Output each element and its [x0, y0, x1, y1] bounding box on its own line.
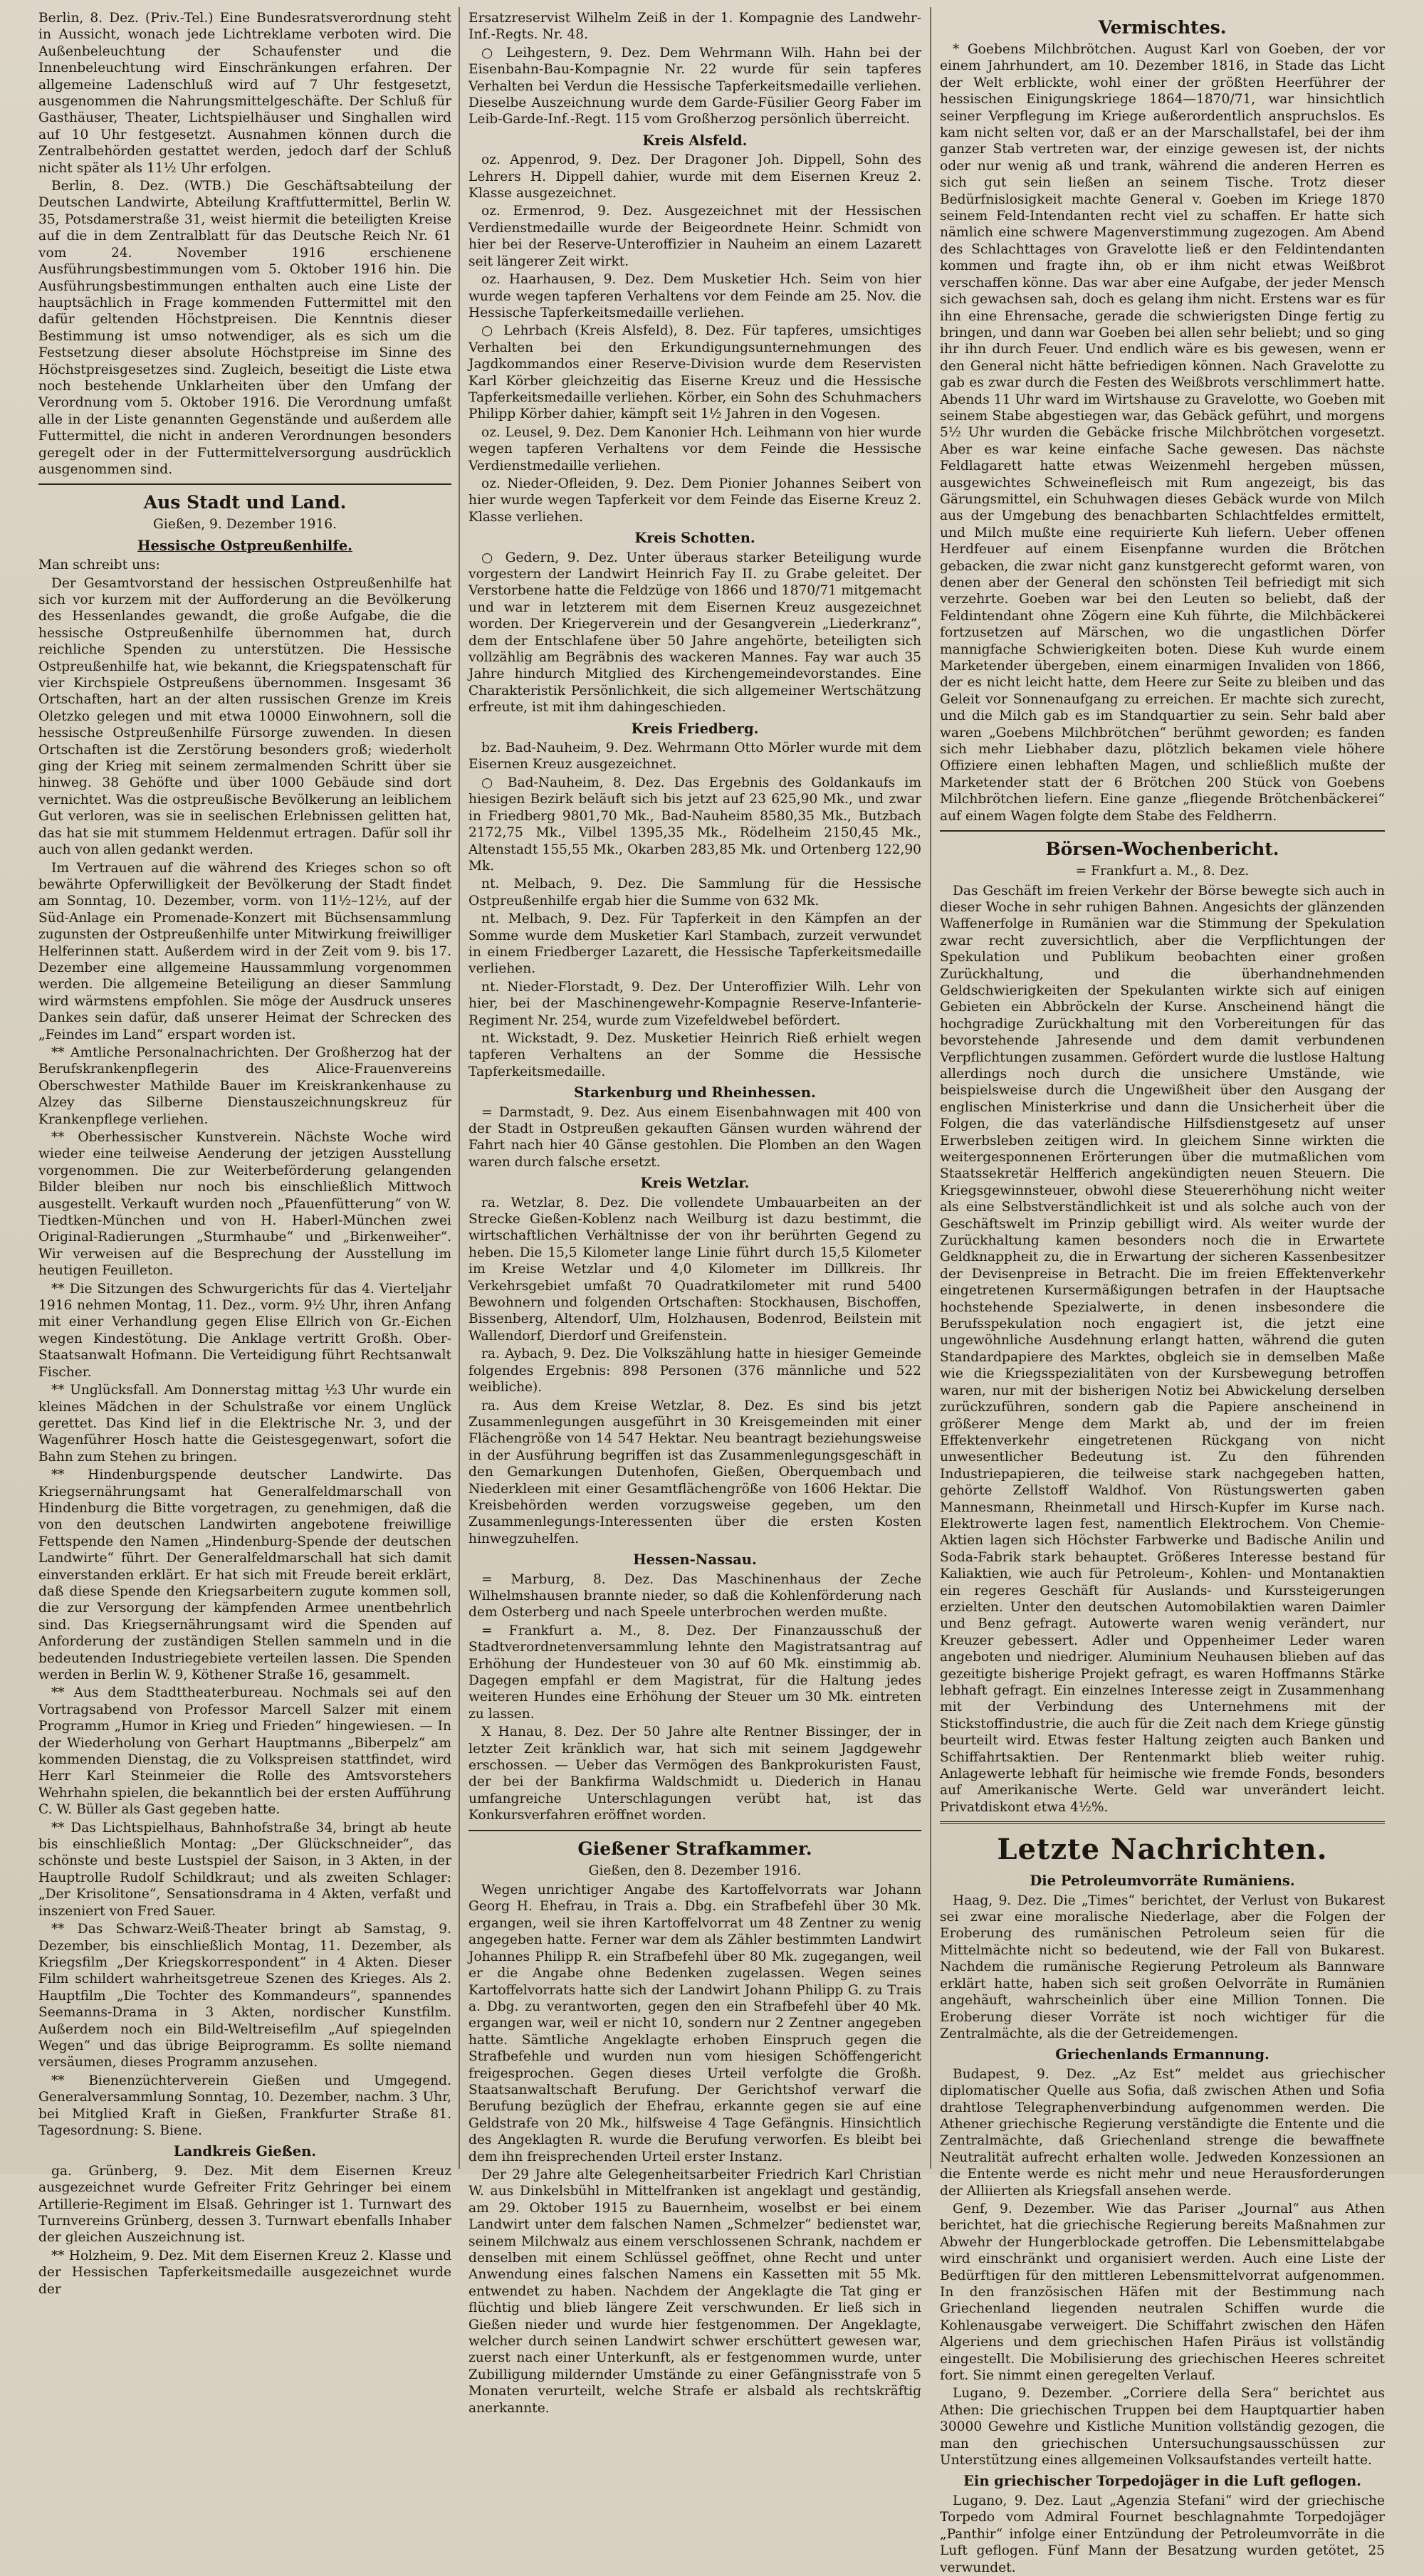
section-heading: Vermischtes.	[1098, 17, 1227, 38]
section-divider	[468, 1830, 921, 1831]
article-paragraph: Budapest, 9. Dez. „Az Est“ meldet aus griechischer diplomatischer Quelle aus Sofia, daß zwischen Athen und Sofia drahtlose Telegraphenverbindung aufgenommen werden. Die Athener griechische Regierung verständigte die Entente und die Zentralmächte, daß Griechenland strenge die bewaffnete Neutralität aufrecht erhalten wolle. Jedweden Konzessionen an die Entente werde es nicht mehr und neue Herausforderungen der Alliierten als Kriegsfall ansehen werde.	[940, 2066, 1385, 2199]
article-paragraph: Genf, 9. Dezember. Wie das Pariser „Journal“ aus Athen berichtet, hat die griechische Regierung bereits Maßnahmen zur Abwehr der Hungerblockade getroffen. Die Lebensmittelabgabe wird einschränkt und organisiert werden. Auch eine Liste der Bedürftigen für den mittleren Lebensmittelvorrat aufgenommen. In den französischen Häfen mit der Bestimmung nach Griechenland liegenden neutralen Schiffen wurde die Kohlenausgabe verweigert. Die Schiffahrt zwischen den Häfen Algeriens und dem griechischen Hafen Piräus ist vollständig eingestellt. Die Mobilisierung des griechischen Heeres schreitet fort. Sie nimmt einen geregelten Verlauf.	[940, 2201, 1385, 2384]
notice-paragraph: ** Das Lichtspielhaus, Bahnhofstraße 34, bringt ab heute bis einschließlich Montag: „Der Glückschneider“, das schönste und beste Lustspiel der Saison, in 3 Akten, in der Hauptrolle Rudolf Schildkraut; und als zweiten Schlager: „Der Krisolitone“, Sensationsdrama in 4 Akten, verfaßt und inszeniert von Fred Sauer.	[38, 1820, 451, 1919]
main-heading: Letzte Nachrichten.	[997, 1833, 1328, 1867]
article-paragraph: ga. Grünberg, 9. Dez. Mit dem Eisernen Kreuz ausgezeichnet wurde Gefreiter Fritz Gehringer bei einem Artillerie-Regiment im Elsaß. Gehringer ist 1. Turnwart des Turnvereins Grünberg, dessen 3. Turnwart ebenfalls Inhaber der gleichen Auszeichnung ist.	[38, 2163, 451, 2246]
article-subheading: Kreis Schotten.	[634, 530, 755, 547]
article-paragraph: bz. Bad-Nauheim, 9. Dez. Wehrmann Otto Mörler wurde mit dem Eisernen Kreuz ausgezeichnet.	[468, 740, 921, 773]
column-2	[468, 10, 921, 2416]
article-paragraph: ○ Leihgestern, 9. Dez. Dem Wehrmann Wilh. Hahn bei der Eisenbahn-Bau-Kompagnie Nr. 22 wurde für sein tapferes Verhalten bei Verdun die Hessische Tapferkeitsmedaille verliehen. Dieselbe Auszeichnung wurde dem Garde-Füsilier Georg Faber im Leib-Garde-Inf.-Regt. 115 vom Großherzog persönlich überreicht.	[468, 45, 921, 127]
section-heading: Aus Stadt und Land.	[143, 492, 347, 513]
notice-paragraph: ** Hindenburgspende deutscher Landwirte. Das Kriegsernährungsamt hat Generalfeldmarschall von Hindenburg die Bitte vorgetragen, zu genehmigen, daß die von den deutschen Landwirten angebotene freiwillige Fettspende den Namen „Hindenburg-Spende der deutschen Landwirte“ führt. Der Generalfeldmarschall hat sich damit einverstanden erklärt. Er hat sich mit Freude bereit erklärt, daß diese Spende den Kriegsarbeitern zugute kommen soll, die zur Versorgung der kämpfenden Armee unentbehrlich sind. Das Kriegsernährungsamt wird die Spenden auf Anforderung der zuständigen Stellen sammeln und in die bedeutenden Industriegebiete verteilen lassen. Die Spenden werden in Berlin W. 9, Köthener Straße 16, gesammelt.	[38, 1467, 451, 1682]
article-paragraph: Berlin, 8. Dez. (Priv.-Tel.) Eine Bundesratsverordnung steht in Aussicht, wonach jede Lichtreklame verboten wird. Die Außenbeleuchtung der Schaufenster und die Innenbeleuchtung wird Einschränkungen erfahren. Der allgemeine Ladenschluß wird auf 7 Uhr festgesetzt, ausgenommen die Nahrungsmittelgeschäfte. Der Schluß für Gasthäuser, Theater, Lichtspielhäuser und Singhallen wird auf 10 Uhr festgesetzt. Ausnahmen können durch die Zentralbehörden gestattet werden, jedoch darf der Schluß nicht später als 11½ Uhr erfolgen.	[38, 11, 451, 176]
article-subheading: Kreis Wetzlar.	[640, 1175, 750, 1192]
notice-paragraph: ** Aus dem Stadttheaterbureau. Nochmals sei auf den Vortragsabend von Professor Marcell Salzer mit einem Programm „Humor in Krieg und Frieden“ hingewiesen. — In der Wiederholung von Gerhart Hauptmanns „Biberpelz“ am kommenden Dienstag, die zu Volkspreisen stattfindet, wird Herr Karl Steinmeier die Rolle des Amtsvorstehers Wehrhahn spielen, die bekanntlich bei der ersten Aufführung C. W. Büller als Gast gegeben hatte.	[38, 1685, 451, 1818]
column-3	[940, 10, 1385, 2575]
notice-paragraph: ** Unglücksfall. Am Donnerstag mittag ½3 Uhr wurde ein kleines Mädchen in der Schulstraße vor einem Unglück gerettet. Das Kind lief in die Elektrische Nr. 3, und der Wagenführer Hosch hatte die Geistesgegenwart, sofort die Bahn zum Stehen zu bringen.	[38, 1383, 451, 1465]
article-paragraph: nt. Wickstadt, 9. Dez. Musketier Heinrich Rieß erhielt wegen tapferen Verhaltens an der Somme die Hessische Tapferkeitsmedaille.	[468, 1030, 921, 1079]
notice-paragraph: ** Die Sitzungen des Schwurgerichts für das 4. Vierteljahr 1916 nehmen Montag, 11. Dez., vorm. 9½ Uhr, ihren Anfang mit einer Verhandlung gegen Elise Ellrich von Gr.-Eichen wegen Kindestötung. Die Anklage vertritt Großh. Ober-Staatsanwalt Hofmann. Die Verteidigung führt Rechtsanwalt Fischer.	[38, 1281, 451, 1380]
article-paragraph: Das Geschäft im freien Verkehr der Börse bewegte sich auch in dieser Woche in sehr ruhigen Bahnen. Angesichts der glänzenden Waffenerfolge in Rumänien war die Stimmung der Spekulation zwar recht zuversichtlich, aber die Verpflichtungen der Spekulation und Publikum beobachten einer großen Zurückhaltung, und die überhandnehmenden Geldschwierigkeiten der Spekulanten wirkte sich auf einigen Gebieten ein Abbröckeln der Kurse. Anscheinend hängt die hochgradige Zurückhaltung mit den Vorbereitungen für das bevorstehende Jahresende und dem damit verbundenen Verpflichtungen zusammen. Gefördert wurde die lustlose Haltung allerdings noch durch die unsichere Umstände, wie beispielsweise durch die Ungewißheit über den Ausgang der englischen Ministerkrise und dann die Unsicherheit über die Folgen, die das vaterländische Hilfsdienstgesetz auf unser Erwerbsleben zeitigen wird. In gleichem Sinne wirkten die weitergesponnenen Erörterungen über die mutmaßlichen vom Staatssekretär Helfferich angekündigten neuen Steuern. Die Kriegsgewinnsteuer, obwohl diese Steuererhöhung nicht weiter als eine Selbstverständlichkeit ist und als solche auch von der Geschäftswelt im Prinzip gebilligt wird. Als weiter wurde der Zurückhaltung kamen besonders noch die in Erwartete Geldknappheit zu, die in Erwartung der sicheren Kassenbesitzer der Devisenpreise in Betracht. Die im freien Effektenverkehr eingetretenen Kursermäßigungen betrafen in der Hauptsache hochstehende Spezialwerte, in denen insbesondere die Berufsspekulation noch engagiert ist, die jetzt eine ungewöhnliche Ausdehnung erlangt hatten, während die guten Standardpapiere des Marktes, obgleich sie in demselben Maße wie die Kriegsspezialitäten von der Kursbewegung betroffen waren, nur mit der bisherigen Notiz bei Abwickelung derselben zurückzuführen, sondern gab die Papiere anscheinend in größerer Menge dem Markt ab, und der im freien Effektenverkehr eingetretenen Rückgang von nicht unwesentlicher Bedeutung ist. Zu den führenden Industriepapieren, die teilweise stark nachgegeben hatten, gehörte Zellstoff Waldhof. Von Rüstungswerten gaben Mannesmann, Rheinmetall und Hirsch-Kupfer im Kurse nach. Elektrowerte lagen fest, namentlich Elektrochem. Von Chemie-Aktien lagen sich Höchster Farbwerke und Badische Anilin und Soda-Fabrik stark behauptet. Größeres Interesse bestand für Kaliaktien, wie auch für Petroleum-, Kohlen- und Montanaktien ein regeres Geschäft für Auslands- und Kurssteigerungen erzielten. Unter den deutschen Automobilaktien waren Daimler und Benz gefragt. Autowerte waren wenig verändert, nur Kreuzer gebessert. Adler und Oppenheimer Leder waren angeboten und niedriger. Aluminium Neuhausen blieben auf das gezeitigte bisherige Projekt gefragt, es waren Hoffmanns Stärke lebhaft gefragt. Ein einzelnes Interesse zeigt in Zusammenhang mit der Verbindung des Unternehmens mit der Stickstoffindustrie, die auch für die Zeit nach dem Kriege günstig beurteilt wird. Etwas fester Haltung zeigten auch Banken und Schiffahrtsaktien. Der Rentenmarkt blieb weiter ruhig. Anlagewerte lebhaft für heimische wie fremde Fonds, besonders auf Amerikanische Werte. Geld war unverändert leicht. Privatdiskont etwa 4½%.	[940, 883, 1385, 1815]
article-paragraph: oz. Haarhausen, 9. Dez. Dem Musketier Hch. Seim von hier wurde wegen tapferen Verhaltens vor dem Feinde am 25. Nov. die Hessische Tapferkeitsmedaille verliehen.	[468, 272, 921, 320]
article-paragraph: Der 29 Jahre alte Gelegenheitsarbeiter Friedrich Karl Christian W. aus Dinkelsbühl in Mittelfranken ist angeklagt und geständig, am 29. Oktober 1915 zu Bauernheim, woselbst er bei einem Landwirt unter dem falschen Namen „Schmelzer“ bedienstet war, seinem Milchwalz aus einem verschlossenen Schrank, nachdem er denselben mit einem Schlüssel geöffnet, ohne Recht und unter Anwendung eines falschen Namens ein Kassetten mit 55 Mk. entwendet zu haben. Nachdem der Angeklagte die Tat ging er flüchtig und blieb längere Zeit verschwunden. Er ließ sich in Gießen nieder und wurde hier festgenommen. Der Angeklagte, welcher durch seinen Landwirt schwer erschüttert gewesen war, zuerst nach einer Unterkunft, als er festgenommen wurde, unter Zubilligung mildernder Umstände zu einer Gefängnisstrafe von 5 Monaten verurteilt, welche Strafe er alsbald als rechtskräftig anerkannte.	[468, 2167, 921, 2416]
article-paragraph: ra. Wetzlar, 8. Dez. Die vollendete Umbauarbeiten an der Strecke Gießen-Koblenz nach Weilburg ist dazu bestimmt, die wirtschaftlichen Verhältnisse der von ihr berührten Gegend zu heben. Die 15,5 Kilometer lange Linie führt durch 15,5 Kilometer im Kreise Wetzlar und 4,0 Kilometer im Dillkreis. Ihr Verkehrsgebiet umfaßt 70 Quadratkilometer mit rund 5400 Bewohnern und folgenden Ortschaften: Stockhausen, Bischoffen, Bissenberg, Altendorf, Ulm, Holzhausen, Bodenrod, Beilstein mit Wallendorf, Dierdorf und Greifenstein.	[468, 1195, 921, 1344]
article-subheading: Hessische Ostpreußenhilfe.	[137, 537, 352, 554]
article-subheading: Die Petroleumvorräte Rumäniens.	[1030, 1873, 1295, 1890]
article-paragraph: oz. Appenrod, 9. Dez. Der Dragoner Joh. Dippell, Sohn des Lehrers H. Dippell dahier, wurde mit dem Eisernen Kreuz 2. Klasse ausgezeichnet.	[468, 152, 921, 201]
article-paragraph: ** Holzheim, 9. Dez. Mit dem Eisernen Kreuz 2. Klasse und der Hessischen Tapferkeitsmedaille ausgezeichnet wurde der	[38, 2248, 451, 2297]
article-paragraph: Wegen unrichtiger Angabe des Kartoffelvorrats war Johann Georg H. Ehefrau, in Trais a. Dbg. ein Strafbefehl über 30 Mk. ergangen, weil sie ihren Kartoffelvorrat um 48 Zentner zu wenig angegeben hatte. Ferner war dem als Zähler bestimmten Landwirt Johannes Philipp R. ein Strafbefehl über 80 Mk. zugegangen, weil er die Angabe ohne Bedenken zugelassen. Wegen seines Kartoffelvorrats hatte sich der Landwirt Johann Philipp G. zu Trais a. Dbg. zu verantworten, gegen den ein Strafbefehl über 40 Mk. ergangen war, weil er nicht 10, sondern nur 2 Zentner angegeben hatte. Sämtliche Angeklagte erhoben Einspruch gegen die Strafbefehle und wurden nun vom hiesigen Schöffengericht freigesprochen. Gegen dieses Urteil verfolgte die Großh. Staatsanwaltschaft Berufung. Der Gerichtshof verwarf die Berufung bezüglich der Ehefrau, erkannte gegen sie auf eine Geldstrafe von 20 Mk., hilfsweise 4 Tage Gefängnis. Hinsichtlich des Angeklagten R. wurde die Berufung verworfen. Es bleibt bei dem ihn freisprechenden Urteil erster Instanz.	[468, 1883, 921, 2164]
article-paragraph: oz. Leusel, 9. Dez. Dem Kanonier Hch. Leihmann von hier wurde wegen tapferen Verhaltens vor dem Feinde die Hessische Verdienstmedaille verliehen.	[468, 424, 921, 473]
article-subheading: Hessen-Nassau.	[633, 1551, 757, 1569]
article-paragraph: Im Vertrauen auf die während des Krieges schon so oft bewährte Opferwilligkeit der Bevölkerung der Stadt findet am Sonntag, 10. Dezember, vorm. von 11½–12½, auf der Süd-Anlage ein Promenade-Konzert mit Büchsensammlung zugunsten der Ostpreußenhilfe unter Mitwirkung freiwilliger Helferinnen statt. Außerdem wird in der Zeit vom 9. bis 17. Dezember eine allgemeine Haussammlung vorgenommen werden. Die allgemeine Beteiligung an dieser Sammlung wird wärmstens empfohlen. Sie möge der Ausdruck unseres Dankes sein dafür, daß unserer Heimat der Schrecken des „Feindes im Land“ erspart worden ist.	[38, 860, 451, 1042]
notice-paragraph: ** Amtliche Personalnachrichten. Der Großherzog hat der Berufskrankenpflegerin des Alice-Frauenvereins Oberschwester Mathilde Bauer im Kreiskrankenhause zu Alzey das Silberne Dienstauszeichnungskreuz für Krankenpflege verliehen.	[38, 1044, 451, 1127]
article-paragraph: oz. Ermenrod, 9. Dez. Ausgezeichnet mit der Hessischen Verdienstmedaille wurde der Beigeordnete Heinr. Schmidt von hier bei der Reserve-Unteroffizier in Nauheim an einem Lazarett seit längerer Zeit wirkt.	[468, 204, 921, 269]
article-paragraph: = Frankfurt a. M., 8. Dez. Der Finanzausschuß der Stadtverordnetenversammlung lehnte den Magistratsantrag auf Erhöhung der Hundesteuer von 30 auf 60 Mk. einstimmig ab. Dagegen empfahl er dem Magistrat, für die Haltung jedes weiteren Hundes eine Erhöhung der Steuer um 30 Mk. eintreten zu lassen.	[468, 1623, 921, 1722]
dateline: Gießen, 9. Dezember 1916.	[153, 517, 337, 533]
notice-paragraph: ** Bienenzüchterverein Gießen und Umgegend. Generalversammlung Sonntag, 10. Dezember, nachm. 3 Uhr, bei Mitglied Kraft in Gießen, Frankfurter Straße 81. Tagesordnung: S. Biene.	[38, 2073, 451, 2138]
article-paragraph: Man schreibt uns:	[38, 557, 160, 573]
article-paragraph: = Darmstadt, 9. Dez. Aus einem Eisenbahnwagen mit 400 von der Stadt in Ostpreußen gekauften Gänsen wurden während der Fahrt nach hier 40 Gänse gestohlen. Die Plomben an den Wagen waren durch falsche ersetzt.	[468, 1104, 921, 1170]
article-subheading: Landkreis Gießen.	[173, 2143, 317, 2160]
column-rule	[930, 7, 931, 2169]
section-divider	[38, 483, 451, 485]
article-paragraph: ○ Gedern, 9. Dez. Unter überaus starker Beteiligung wurde vorgestern der Landwirt Heinrich Fay II. zu Grabe geleitet. Der Verstorbene hatte die Feldzüge von 1866 und 1870/71 mitgemacht und war in letzterem mit dem Eisernen Kreuz ausgezeichnet worden. Der Kriegerverein und der Gesangverein „Liederkranz“, dem der Entschlafene über 50 Jahre angehörte, beteiligten sich vollzählig am Begräbnis des wackeren Mannes. Fay war auch 35 Jahre hindurch Mitglied des Kirchengemeindevorstandes. Eine Charakteristik Persönlichkeit, die sich allgemeiner Wertschätzung erfreute, ist mit ihm dahingeschieden.	[468, 550, 921, 716]
article-paragraph: Haag, 9. Dez. Die „Times“ berichtet, der Verlust von Bukarest sei zwar eine moralische Niederlage, aber die Folgen der Eroberung des rumänischen Petroleum seien für die Mittelmächte nicht so bedeutend, wie der Fall von Bukarest. Nachdem die rumänische Regierung Petroleum als Bannware erklärt hatte, haben sich seit großen Oelvorräte in Rumänien angehäuft, wahrscheinlich über eine Million Tonnen. Die Eroberung dieser Vorräte ist noch wichtiger für die Zentralmächte, als die der Getreidemengen.	[940, 1892, 1385, 2041]
section-divider	[940, 1821, 1385, 1824]
article-paragraph: ○ Lehrbach (Kreis Alsfeld), 8. Dez. Für tapferes, umsichtiges Verhalten bei den Erkundigungsunternehmungen des Jagdkommandos einer Reserve-Division wurde dem Reservisten Karl Körber gleichzeitig das Eiserne Kreuz und die Hessische Tapferkeitsmedaille verliehen. Körber, ein Sohn des Schuhmachers Philipp Körber dahier, kämpft seit 1½ Jahren in den Vogesen.	[468, 323, 921, 422]
article-subheading: Ein griechischer Torpedojäger in die Luft geflogen.	[963, 2473, 1361, 2490]
article-subheading: Griechenlands Ermannung.	[1055, 2046, 1269, 2063]
article-subheading: Kreis Alsfeld.	[642, 132, 748, 149]
article-paragraph: Berlin, 8. Dez. (WTB.) Die Geschäftsabteilung der Deutschen Landwirte, Abteilung Kraftfuttermittel, Berlin W. 35, Potsdamerstraße 31, weist hiermit die beteiligten Kreise auf die in dem Zentralblatt für das Deutsche Reich Nr. 61 vom 24. November 1916 erschienene Ausführungsbestimmungen vom 5. Oktober 1916 hin. Die Ausführungsbestimmungen enthalten auch eine Liste der hauptsächlich in Frage kommenden Futtermittel mit den dafür geltenden Höchstpreisen. Die Kenntnis dieser Bestimmung ist umso notwendiger, als es sich um die Festsetzung dieser absolute Höchstpreise im Sinne des Höchstpreisgesetzes sind. Zugleich, beseitigt die Liste etwa noch bestehende Unklarheiten über den Umfang der Verordnung vom 5. Oktober 1916. Die Verordnung umfaßt alle in der Liste genannten Gegenstände und außerdem alle Futtermittel, die nicht in anderen Verordnungen besonders geregelt oder in der Futtermittelversorgung ausdrücklich ausgenommen sind.	[38, 179, 451, 477]
section-heading: Börsen-Wochenbericht.	[1045, 839, 1279, 860]
section-divider	[940, 830, 1385, 832]
article-paragraph: oz. Nieder-Ofleiden, 9. Dez. Dem Pionier Johannes Seibert von hier wurde wegen Tapferkeit vor dem Feinde das Eiserne Kreuz 2. Klasse verliehen.	[468, 476, 921, 525]
article-paragraph: Lugano, 9. Dez. Laut „Agenzia Stefani“ wird der griechische Torpedo vom Admiral Fournet beschlagnahmte Torpedojäger „Panthir“ infolge einer Entzündung der Petroleumvorräte in die Luft geflogen. Fünf Mann der Besatzung wurden getötet, 25 verwundet.	[940, 2493, 1385, 2575]
article-paragraph: nt. Nieder-Florstadt, 9. Dez. Der Unteroffizier Wilh. Lehr von hier, bei der Maschinengewehr-Kompagnie Reserve-Infanterie-Regiment Nr. 254, wurde zum Vizefeldwebel befördert.	[468, 979, 921, 1028]
column-rule	[459, 7, 460, 2169]
article-paragraph: ra. Aus dem Kreise Wetzlar, 8. Dez. Es sind bis jetzt Zusammenlegungen ausgeführt in 30 Kreisgemeinden mit einer Flächengröße von 14 547 Hektar. Neu beantragt beziehungsweise in der Ausführung begriffen ist das Zusammenlegungsgeschäft in den Gemarkungen Dutenhofen, Gießen, Oberquembach und Niederkleen mit einer Gesamtflächengröße von 1606 Hektar. Die Kreisbehörden werden vorzugsweise gegeben, um den Zusammenlegungs-Interessenten über die ersten Kosten hinwegzuhelfen.	[468, 1398, 921, 1546]
article-paragraph: * Goebens Milchbrötchen. August Karl von Goeben, der vor einem Jahrhundert, am 10. Dezember 1816, in Stade das Licht der Welt erblickte, wohl einer der größten Heerführer der hessischen Einigungskriege 1864—1870/71, war hinsichtlich seiner Verpflegung im Kriege außerordentlich anspruchslos. Es kam nicht selten vor, daß er an der Marschallstafel, bei der ihm ganzer Stab vertreten war, der einzige gewesen ist, der nichts oder nur wenig aß und trank, während die anderen Herren es sich gut sein ließen an seinem Tische. Trotz dieser Bedürfnislosigkeit machte General v. Goeben im Kriege 1870 seinem Feld-Intendanten recht viel zu schaffen. Er hatte sich nämlich eine schwere Magenverstimmung zugezogen. Am Abend des Schlachttages von Gravelotte ließ er den Feldintendanten kommen und fragte ihn, ob er ihm nicht etwas Weißbrot verschaffen könne. Das war aber eine Aufgabe, der jeder Mensch sich gewachsen sah, doch es gelang ihm nicht. Erstens war es für ihn eine Ehrensache, gerade die schwierigsten Dinge fertig zu bringen, und dann war Goeben bei allen sehr beliebt; und so ging ihr ihn durch Feuer. Und endlich wäre es bis gewesen, wenn er den General nicht hätte befriedigen können. Nach Gravelotte zu gab es zwar durch die Festen des Weißbrots verschlimmert hatte. Abends 11 Uhr ward im Wirtshause zu Gravelotte, wo Goeben mit seinem Stabe abgestiegen war, das Gebäck geführt, und morgens 5½ Uhr wurden die Gebäcke frische Milchbrötchen vorgesetzt. Aber es war keine einfache Sache gewesen. Das nächste Feldlagarett hatte etwas Weizenmehl hergeben müssen, ausgewichtes Schweinefleisch mit Rum angezeigt, bis das Gärungsmittel, ein Schuhwagen dieses Gebäck wurde von Milch aus der Umgebung des benachbarten Schlachtfeldes ermittelt, und Milch mußte eine requirierte Kuh liefern. Ueber offenen Herdfeuer auf einem Eisenpfanne wurden die Brötchen gebacken, die zwar nicht ganz kunstgerecht geformt waren, von denen aber der General den schönsten Teil befriedigt mit sich verzehrte. Goeben war bei den Leuten so beliebt, daß der Feldintendant ohne Zögern eine Kuh führte, die Milchbäckerei fortzusetzen auf Märschen, wo die ungastlichen Dörfer mannigfache Schwierigkeiten boten. Diese Kuh wurde einem Marketender übergeben, einem einarmigen Invaliden von 1866, der es nicht leicht hatte, dem Heere zur Seite zu bleiben und das Geleit vor Sonnenaufgang zu erreichen. Er machte sich zurecht, und die Milch gab es im Standquartier zu sein. Sehr bald aber waren „Goebens Milchbrötchen“ berühmt geworden; es fanden sich mehr Liebhaber dazu, plötzlich bekamen viele höhere Offiziere einen lebhaften Magen, und schließlich mußte der Marketender statt der 6 Brötchen 200 Stück von Goebens Milchbrötchen liefern. Eine ganze „fliegende Brötchenbäckerei“ auf einem Wagen folgte dem Stabe des Feldherrn.	[940, 42, 1385, 824]
section-heading: Gießener Strafkammer.	[577, 1838, 812, 1859]
article-paragraph: X Hanau, 8. Dez. Der 50 Jahre alte Rentner Bissinger, der in letzter Zeit kränklich war, hat sich mit seinem Jagdgewehr erschossen. — Ueber das Vermögen des Bankprokuristen Faust, der bei der Bankfirma Waldschmidt u. Diederich in Hanau umfangreiche Unterschlagungen verübt hat, ist das Konkursverfahren eröffnet worden.	[468, 1724, 921, 1823]
article-paragraph: ○ Bad-Nauheim, 8. Dez. Das Ergebnis des Goldankaufs im hiesigen Bezirk beläuft sich bis jetzt auf 23 625,90 Mk., und zwar in Friedberg 9801,70 Mk., Bad-Nauheim 8580,35 Mk., Butzbach 2172,75 Mk., Vilbel 1395,35 Mk., Rödelheim 2150,45 Mk., Altenstadt 155,55 Mk., Okarben 283,85 Mk. und Ortenberg 122,90 Mk.	[468, 775, 921, 874]
dateline: = Frankfurt a. M., 8. Dez.	[1075, 864, 1250, 879]
article-paragraph: nt. Melbach, 9. Dez. Die Sammlung für die Hessische Ostpreußenhilfe ergab hier die Summe von 632 Mk.	[468, 876, 921, 909]
article-paragraph: Ersatzreservist Wilhelm Zeiß in der 1. Kompagnie des Landwehr-Inf.-Regts. Nr. 48.	[468, 11, 921, 43]
dateline: Gießen, den 8. Dezember 1916.	[588, 1863, 802, 1878]
notice-paragraph: ** Das Schwarz-Weiß-Theater bringt ab Samstag, 9. Dezember, bis einschließlich Montag, 11. Dezember, als Kriegsfilm „Der Kriegskorrespondent“ in 4 Akten. Dieser Film schildert wahrheitsgetreue Szenen des Krieges. Als 2. Hauptfilm „Die Tochter des Kommandeurs“, spannendes Seemanns-Drama in 3 Akten, nordischer Kunstfilm. Außerdem noch ein Bild-Weltreisefilm „Auf spiegelnden Wegen“ und das übrige Beiprogramm. Es sollte niemand versäumen, dieses Programm anzusehen.	[38, 1922, 451, 2070]
article-subheading: Starkenburg und Rheinhessen.	[574, 1084, 816, 1101]
article-subheading: Kreis Friedberg.	[631, 720, 759, 737]
article-paragraph: = Marburg, 8. Dez. Das Maschinenhaus der Zeche Wilhelmshausen brannte nieder, so daß die Kohlenförderung nach dem Osterberg und nach Speele unterbrochen werden mußte.	[468, 1571, 921, 1621]
article-paragraph: ra. Aybach, 9. Dez. Die Volkszählung hatte in hiesiger Gemeinde folgendes Ergebnis: 898 Personen (376 männliche und 522 weibliche).	[468, 1346, 921, 1396]
article-paragraph: Lugano, 9. Dezember. „Corriere della Sera“ berichtet aus Athen: Die griechischen Truppen bei dem Hauptquartier haben 30000 Gewehre und Kistliche Munition vollständig gezogen, die man den griechischen Untersuchungsausschüssen zur Unterstützung eines allgemeinen Volksaufstandes verteilt hatte.	[940, 2386, 1385, 2468]
article-paragraph: Der Gesamtvorstand der hessischen Ostpreußenhilfe hat sich vor kurzem mit der Aufforderung an die Bevölkerung des Hessenlandes gewandt, die große Aufgabe, die die hessische Ostpreußenhilfe übernommen hat, durch reichliche Spenden zu unterstützen. Die Hessische Ostpreußenhilfe hat, wie bekannt, die Kriegspatenschaft für vier Kirchspiele Ostpreußens übernommen. Insgesamt 36 Ortschaften, hart an der alten russischen Grenze im Kreis Oletzko gelegen und mit etwa 10000 Einwohnern, soll die hessische Ostpreußenhilfe Fürsorge zuwenden. In diesen Ortschaften ist die Zerstörung besonders groß; wiederholt ging der Krieg mit seinem zermalmenden Schritt über sie hinweg. 38 Gehöfte und über 1000 Gebäude sind dort vernichtet. Was die ostpreußische Bevölkerung an leiblichem Gut verloren, was sie in seelischen Erlebnissen gelitten hat, das hat sie mit stummem Heldenmut ertragen. Dafür soll ihr auch von allen gedankt werden.	[38, 575, 451, 858]
notice-paragraph: ** Oberhessischer Kunstverein. Nächste Woche wird wieder eine teilweise Aenderung der jetzigen Ausstellung vorgenommen. Die zur Weiterbeförderung gelangenden Bilder bleiben nur noch bis einschließlich Mittwoch ausgestellt. Verkauft wurden noch „Pfauenfütterung“ von W. Tiedtken-München und von H. Haberl-München zwei Original-Radierungen „Sturmhaube“ und „Birkenweiher“. Wir verweisen auf die Besprechung der Ausstellung im heutigen Feuilleton.	[38, 1130, 451, 1279]
article-paragraph: nt. Melbach, 9. Dez. Für Tapferkeit in den Kämpfen an der Somme wurde dem Musketier Karl Stambach, zurzeit verwundet in einem Friedberger Lazarett, die Hessische Tapferkeitsmedaille verliehen.	[468, 911, 921, 977]
column-1	[38, 10, 451, 2297]
